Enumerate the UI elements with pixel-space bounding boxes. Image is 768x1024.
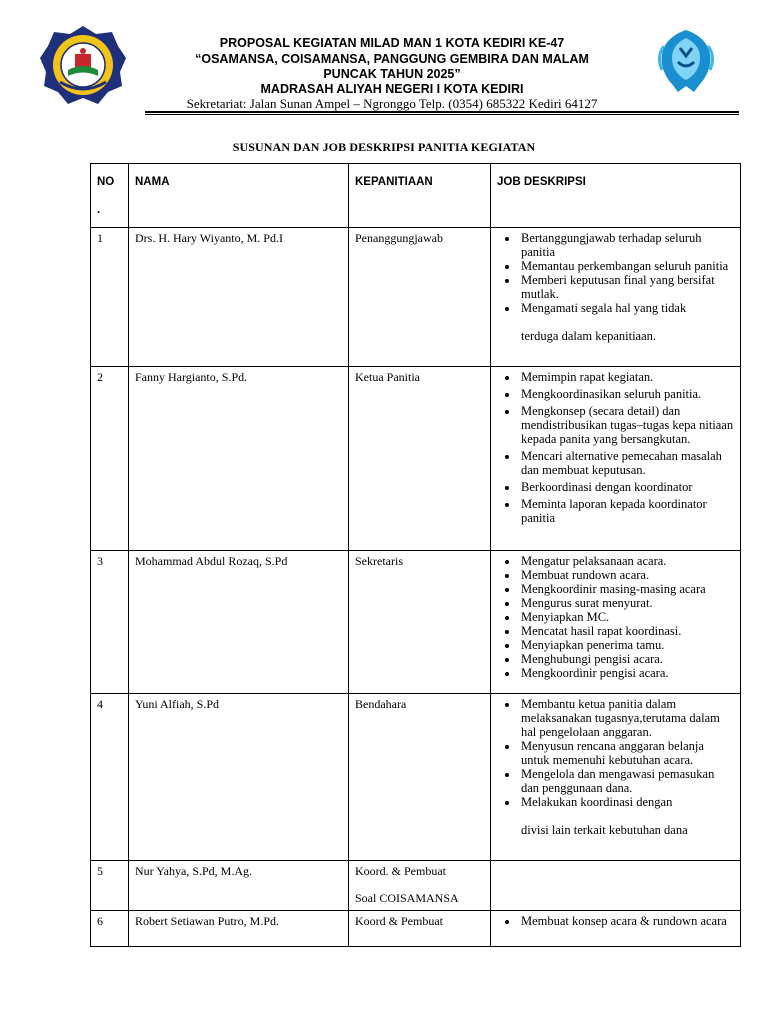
job-item: • Mengkonsep (secara detail) dan mendistribusikan tugas–tugas kepa nitiaan kepada panita yang bersangkutan. — [519, 404, 734, 446]
row-name: Nur Yahya, S.Pd, M.Ag. — [129, 861, 349, 911]
job-item: • Melakukan koordinasi dengan — [519, 795, 734, 809]
milad-crest-icon — [654, 26, 718, 98]
row-jobs — [491, 694, 741, 861]
row-number: 4 — [91, 694, 129, 861]
document-title: SUSUNAN DAN JOB DESKRIPSI PANITIA KEGIATAN — [232, 140, 536, 154]
job-item: • Memimpin rapat kegiatan. — [519, 370, 734, 384]
job-item: • Mengamati segala hal yang tidak — [519, 301, 734, 315]
row-jobs — [491, 367, 741, 551]
row-jobs — [491, 228, 741, 367]
job-item: • Menyusun rencana anggaran belanja untuk memenuhi kebutuhan acara. — [519, 739, 734, 767]
table-row — [91, 551, 741, 694]
header-divider-thin — [145, 114, 739, 115]
row-name: Fanny Hargianto, S.Pd. — [129, 367, 349, 551]
row-name: Robert Setiawan Putro, M.Pd. — [129, 911, 349, 947]
row-jobs — [491, 911, 741, 947]
table-row — [91, 694, 741, 861]
job-item: • Membuat rundown acara. — [519, 568, 734, 582]
job-item-continuation: divisi lain terkait kebutuhan dana — [521, 823, 688, 837]
job-item: • Bertanggungjawab terhadap seluruh panitia — [519, 231, 734, 259]
row-role — [349, 861, 491, 911]
row-number: 6 — [91, 911, 129, 947]
row-number: 1 — [91, 228, 129, 367]
header-divider-thick — [145, 111, 739, 113]
letterhead — [0, 0, 768, 120]
row-role-line-2: Soal COISAMANSA — [355, 891, 459, 905]
job-item: • Memantau perkembangan seluruh panitia — [519, 259, 734, 273]
job-item: • Mengkoordinir masing-masing acara — [519, 582, 734, 596]
row-role: Ketua Panitia — [349, 367, 491, 551]
job-item: • Berkoordinasi dengan koordinator — [519, 480, 734, 494]
row-number: 2 — [91, 367, 129, 551]
row-name: Mohammad Abdul Rozaq, S.Pd — [129, 551, 349, 694]
job-item: • Memberi keputusan final yang bersifat mutlak. — [519, 273, 734, 301]
row-role: Koord & Pembuat — [349, 911, 491, 947]
row-role-line-1: Koord. & Pembuat — [355, 864, 446, 878]
job-item: • Mencatat hasil rapat koordinasi. — [519, 624, 734, 638]
header-title-line-1: PROPOSAL KEGIATAN MILAD MAN 1 KOTA KEDIRI KE-47 — [219, 36, 565, 50]
job-item: • Menghubungi pengisi acara. — [519, 652, 734, 666]
row-number: 5 — [91, 861, 129, 911]
table-row — [91, 861, 741, 911]
header-kepanitiaan: KEPANITIAAN — [349, 164, 491, 228]
header-job-deskripsi: JOB DESKRIPSI — [491, 164, 741, 228]
table-row — [91, 228, 741, 367]
job-item: • Mengurus surat menyurat. — [519, 596, 734, 610]
row-name: Drs. H. Hary Wiyanto, M. Pd.I — [129, 228, 349, 367]
header-title-line-2: “OSAMANSA, COISAMANSA, PANGGUNG GEMBIRA DAN MALAM — [195, 52, 589, 66]
job-item: • Membantu ketua panitia dalam melaksanakan tugasnya,terutama dalam hal pengelolaan anggaran. — [519, 697, 734, 739]
row-role: Penanggungjawab — [349, 228, 491, 367]
job-item: • Mengelola dan mengawasi pemasukan dan penggunaan dana. — [519, 767, 734, 795]
row-jobs-empty — [491, 861, 741, 911]
committee-table — [90, 163, 741, 947]
header-address: Sekretariat: Jalan Sunan Ampel – Ngronggo Telp. (0354) 685322 Kediri 64127 — [186, 96, 598, 111]
row-number: 3 — [91, 551, 129, 694]
job-item: • Mencari alternative pemecahan masalah dan membuat keputusan. — [519, 449, 734, 477]
row-jobs — [491, 551, 741, 694]
header-no: NO . — [91, 164, 129, 228]
job-item: • Mengkoordinasikan seluruh panitia. — [519, 387, 734, 401]
job-item: • Menyiapkan penerima tamu. — [519, 638, 734, 652]
header-title-line-3: PUNCAK TAHUN 2025” — [323, 67, 461, 81]
row-role: Bendahara — [349, 694, 491, 861]
job-item: • Mengatur pelaksanaan acara. — [519, 554, 734, 568]
job-item: • Mengkoordinir pengisi acara. — [519, 666, 734, 680]
job-item: • Menyiapkan MC. — [519, 610, 734, 624]
row-name: Yuni Alfiah, S.Pd — [129, 694, 349, 861]
header-school-name: MADRASAH ALIYAH NEGERI I KOTA KEDIRI — [260, 82, 524, 96]
job-item-continuation: terduga dalam kepanitiaan. — [521, 329, 657, 343]
madrasah-emblem-icon — [38, 24, 128, 106]
job-item: • Membuat konsep acara & rundown acara — [519, 914, 734, 928]
table-row — [91, 911, 741, 947]
row-role: Sekretaris — [349, 551, 491, 694]
header-nama: NAMA — [129, 164, 349, 228]
table-row — [91, 367, 741, 551]
job-item: • Meminta laporan kepada koordinator panitia — [519, 497, 734, 525]
table-header-row — [91, 164, 741, 228]
